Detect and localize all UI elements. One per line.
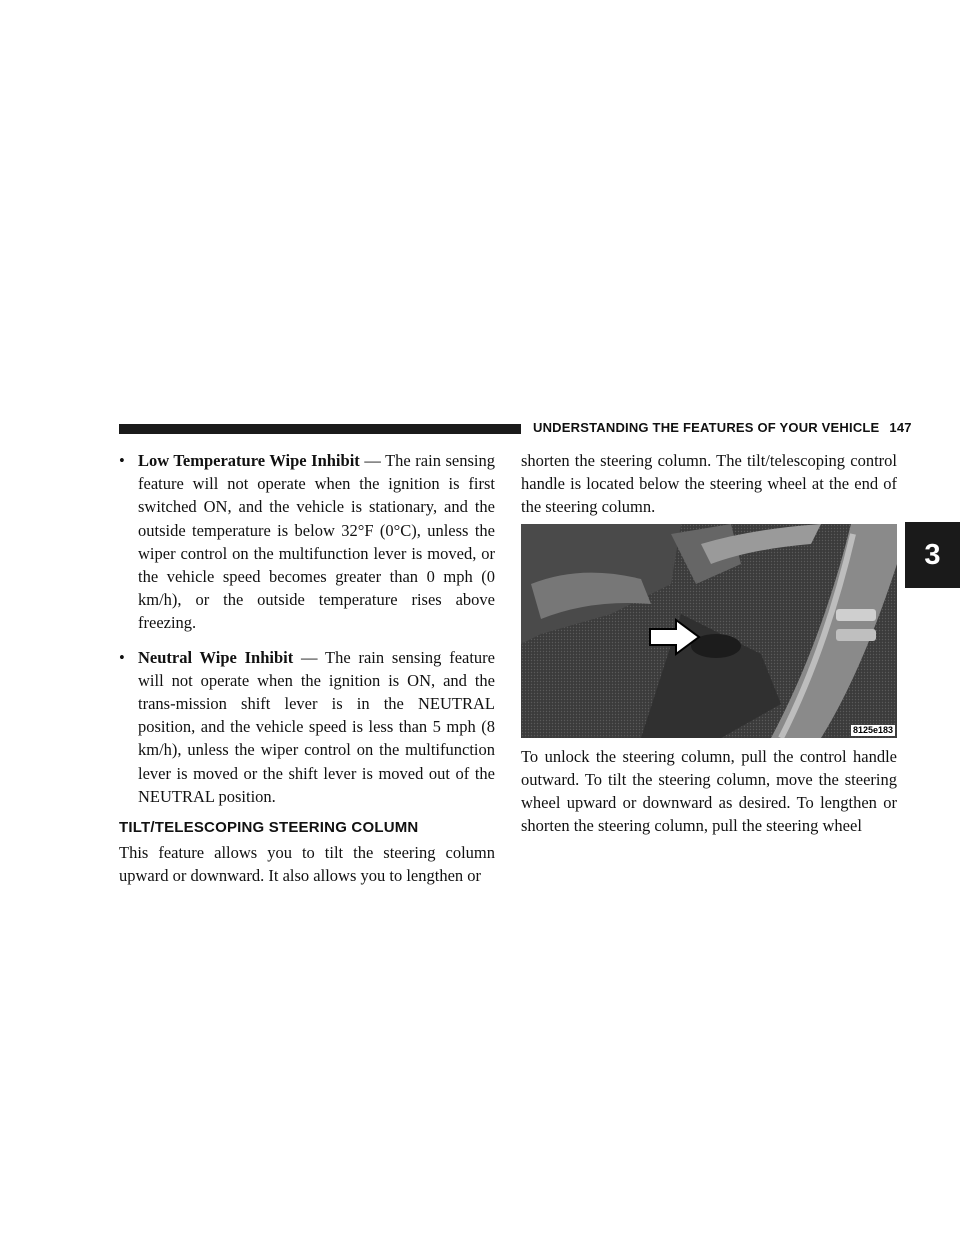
bullet-icon: • bbox=[119, 451, 125, 470]
header-rule bbox=[119, 424, 521, 434]
page-number: 147 bbox=[889, 420, 912, 435]
header-title: UNDERSTANDING THE FEATURES OF YOUR VEHICLE bbox=[533, 420, 880, 435]
bullet-item bbox=[119, 449, 495, 635]
running-header bbox=[533, 420, 912, 435]
left-column bbox=[119, 449, 495, 887]
bullet-term: Low Temperature Wipe Inhibit bbox=[138, 451, 360, 470]
figure-label: 8125e183 bbox=[852, 724, 893, 735]
bullet-text: — The rain sensing feature will not operate when the ignition is ON, and the trans-mission shift lever is in the NEUTRAL position, and the vehicle speed is less than 5 mph (8 km/h), unless the wiper control on the multifunction lever is moved or the shift lever is moved out of the NEUTRAL position. bbox=[138, 647, 495, 806]
section-paragraph: This feature allows you to tilt the steering column upward or downward. It also allows you to lengthen or bbox=[119, 843, 495, 886]
steering-column-illustration bbox=[521, 524, 897, 738]
bullet-icon: • bbox=[119, 647, 125, 667]
section-heading: TILT/TELESCOPING STEERING COLUMN bbox=[119, 819, 419, 837]
right-column bbox=[521, 449, 897, 837]
bullet-text: — The rain sensing feature will not operate when the ignition is first switched ON, and the vehicle is stationary, and the outside temperature is below 32°F (0°C), unless the wiper control on the multifunction lever is moved, or the vehicle speed becomes greater than 0 mph (0 km/h), or the outside temperature rises above freezing. bbox=[138, 451, 495, 633]
bullet-item bbox=[119, 646, 495, 808]
bullet-term: Neutral Wipe Inhibit bbox=[138, 647, 294, 667]
continued-paragraph: shorten the steering column. The tilt/telescoping control handle is located below the steering wheel at the end of the steering column. bbox=[521, 451, 897, 517]
steering-column-photo bbox=[521, 524, 897, 738]
instructions-paragraph: To unlock the steering column, pull the control handle outward. To tilt the steering column, move the steering wheel upward or downward as desired. To lengthen or shorten the steering column, pull the steering wheel bbox=[521, 746, 897, 836]
chapter-tab[interactable]: 3 bbox=[905, 522, 960, 588]
